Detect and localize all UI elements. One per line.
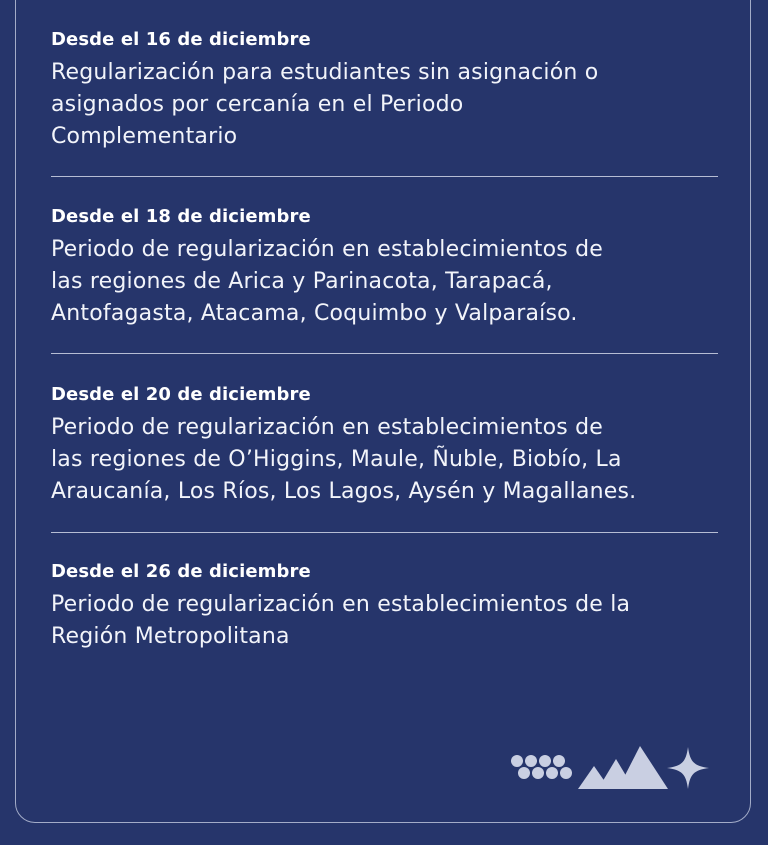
entry-date: Desde el 26 de diciembre xyxy=(51,561,311,582)
description-line: Periodo de regularización en establecimientos de xyxy=(51,237,603,262)
description-line: Periodo de regularización en establecimientos de xyxy=(51,415,603,440)
description-line: Periodo de regularización en establecimientos de la xyxy=(51,592,631,617)
divider xyxy=(51,532,718,533)
description-line: Región Metropolitana xyxy=(51,624,290,649)
entry-description xyxy=(51,57,718,153)
divider xyxy=(51,353,718,354)
brand-logo xyxy=(506,744,712,794)
description-line: las regiones de Arica y Parinacota, Tarapacá, xyxy=(51,269,553,294)
entry-date: Desde el 20 de diciembre xyxy=(51,384,311,405)
entry-date: Desde el 18 de diciembre xyxy=(51,206,311,227)
description-line: Regularización para estudiantes sin asignación o xyxy=(51,60,599,85)
entry-description xyxy=(51,589,718,653)
mountains-icon xyxy=(578,746,668,789)
entry-description xyxy=(51,234,718,330)
schedule-entry-3 xyxy=(51,384,718,508)
divider xyxy=(51,176,718,177)
entry-date: Desde el 16 de diciembre xyxy=(51,29,311,50)
schedule-entry-2 xyxy=(51,206,718,330)
description-line: Araucanía, Los Ríos, Los Lagos, Aysén y Magallanes. xyxy=(51,479,637,504)
description-line: Antofagasta, Atacama, Coquimbo y Valparaíso. xyxy=(51,301,578,326)
dots-pattern-icon xyxy=(511,755,572,779)
description-line: las regiones de O’Higgins, Maule, Ñuble, Biobío, La xyxy=(51,447,622,472)
sparkle-star-icon xyxy=(667,747,709,789)
schedule-entry-1 xyxy=(51,29,718,153)
entry-description xyxy=(51,412,718,508)
description-line: asignados por cercanía en el Periodo xyxy=(51,92,464,117)
schedule-entry-4 xyxy=(51,561,718,653)
description-line: Complementario xyxy=(51,124,238,149)
